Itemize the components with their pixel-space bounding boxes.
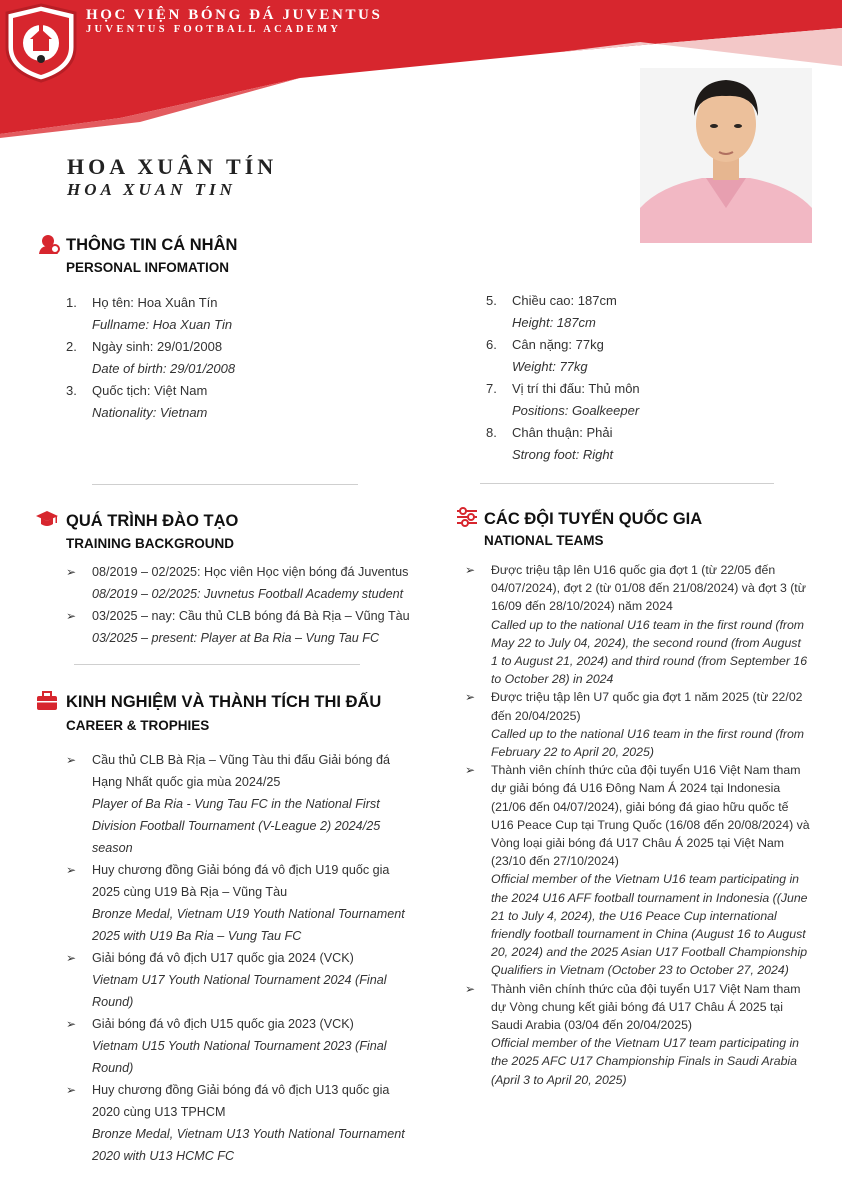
list-item-en: Fullname: Hoa Xuan Tin	[92, 317, 233, 332]
training-title-en: TRAINING BACKGROUND	[66, 536, 234, 551]
list-item: 5. Chiều cao: 187cm	[486, 293, 617, 308]
list-item: 1. Họ tên: Hoa Xuân Tín	[66, 295, 218, 310]
list-item: ➢ Được triệu tập lên U7 quốc gia đợt 1 năm 2025 (từ 22/02 đến 20/04/2025) Called up to the national U16 team in the first round (from February 22 to April 20, 2025)	[465, 688, 810, 761]
list-item-en: Height: 187cm	[512, 315, 596, 330]
list-item: ➢ Huy chương đồng Giải bóng đá vô địch U13 quốc gia 2020 cùng U13 TPHCM Bronze Medal, Vietnam U13 Youth National Tournament 2020 with U13 HCMC FC	[66, 1079, 418, 1167]
training-title-vi: QUÁ TRÌNH ĐÀO TẠO	[66, 512, 239, 530]
list-item: ➢ 03/2025 – nay: Cầu thủ CLB bóng đá Bà Rịa – Vũng Tàu	[66, 605, 446, 627]
divider	[74, 664, 360, 665]
list-item: ➢ Cầu thủ CLB Bà Rịa – Vũng Tàu thi đấu Giải bóng đá Hạng Nhất quốc gia mùa 2024/25 Player of Ba Ria - Vung Tau FC in the National First Division Football Tournament (V-League 2) 2024/25 season	[66, 749, 418, 859]
list-item: ➢ Giải bóng đá vô địch U17 quốc gia 2024 (VCK) Vietnam U17 Youth National Tournament 2024 (Final Round)	[66, 947, 418, 1013]
list-item-en: Date of birth: 29/01/2008	[92, 361, 236, 376]
player-name-vi: HOA XUÂN TÍN	[67, 154, 278, 179]
career-title-vi: KINH NGHIỆM VÀ THÀNH TÍCH THI ĐẤU	[66, 693, 382, 711]
list-item: ➢ Được triệu tập lên U16 quốc gia đợt 1 (từ 22/05 đến 04/07/2024), đợt 2 (từ 01/08 đến 21/08/2024) và đợt 3 (từ 16/09 đến 28/10/2024) năm 2024 Called up to the national U16 team in the first round (from May 22 to July 04, 2024), the second round (from August 1 to August 21, 2024) and third round (from September 16 to October 28) in 2024	[465, 561, 810, 688]
list-item: 7. Vị trí thi đấu: Thủ môn	[486, 381, 640, 396]
list-item-en: 08/2019 – 02/2025: Juvnetus Football Academy student	[92, 587, 404, 601]
list-item-en: Nationality: Vietnam	[92, 405, 208, 420]
list-item-en: Strong foot: Right	[512, 447, 614, 462]
list-item-en: Weight: 77kg	[512, 359, 588, 374]
player-photo	[640, 68, 812, 243]
user-icon	[38, 233, 60, 255]
national-title-en: NATIONAL TEAMS	[484, 533, 604, 548]
career-title-en: CAREER & TROPHIES	[66, 718, 210, 733]
list-item-en: 03/2025 – present: Player at Ba Ria – Vung Tau FC	[92, 631, 380, 645]
divider	[480, 483, 774, 484]
list-item: ➢ Huy chương đồng Giải bóng đá vô địch U19 quốc gia 2025 cùng U19 Bà Rịa – Vũng Tàu Bronze Medal, Vietnam U19 Youth National Tournament 2025 with U19 Ba Ria – Vung Tau FC	[66, 859, 418, 947]
training-list	[66, 561, 446, 649]
list-item-en: Positions: Goalkeeper	[512, 403, 640, 418]
sliders-icon	[456, 506, 478, 528]
national-title-vi: CÁC ĐỘI TUYỂN QUỐC GIA	[484, 510, 703, 528]
player-name-en: HOA XUAN TIN	[67, 180, 236, 199]
divider	[92, 484, 358, 485]
academy-name-en: JUVENTUS FOOTBALL ACADEMY	[86, 24, 342, 35]
list-item: 2. Ngày sinh: 29/01/2008	[66, 339, 223, 354]
list-item: ➢ Giải bóng đá vô địch U15 quốc gia 2023 (VCK) Vietnam U15 Youth National Tournament 2023 (Final Round)	[66, 1013, 418, 1079]
briefcase-icon	[36, 690, 58, 712]
list-item: 3. Quốc tịch: Việt Nam	[66, 383, 208, 398]
academy-name-vi: HỌC VIỆN BÓNG ĐÁ JUVENTUS	[86, 7, 383, 23]
graduation-cap-icon	[36, 508, 58, 530]
personal-title-en: PERSONAL INFOMATION	[66, 260, 230, 275]
career-list	[66, 749, 418, 1167]
personal-title-vi: THÔNG TIN CÁ NHÂN	[66, 236, 238, 254]
list-item: ➢ 08/2019 – 02/2025: Học viên Học viện bóng đá Juventus	[66, 561, 446, 583]
club-logo	[3, 3, 79, 83]
list-item: 8. Chân thuận: Phải	[486, 425, 613, 440]
list-item: ➢ Thành viên chính thức của đội tuyển U16 Việt Nam tham dự giải bóng đá U16 Đông Nam Á 2024 tại Indonesia (21/06 đến 04/07/2024), giải bóng đá giao hữu quốc tế U16 Peace Cup tại Trung Quốc (16/08 đến 20/08/2024) và Vòng loại giải bóng đá U17 Châu Á 2025 tại Việt Nam (23/10 đến 27/10/2024) Official member of the Vietnam U16 team participating in the 2024 U16 AFF football tournament in Indonesia ((June 21 to July 4, 2024), the U16 Peace Cup international friendly football tournament in China (August 16 to August 20, 2024) and the 2025 Asian U17 Football Championship Qualifiers in Vietnam (October 23 to October 27, 2024)	[465, 761, 810, 979]
list-item: ➢ Thành viên chính thức của đội tuyển U17 Việt Nam tham dự Vòng chung kết giải bóng đá U17 Châu Á 2025 tại Saudi Arabia (03/04 đến 20/04/2025) Official member of the Vietnam U17 team participating in the 2025 AFC U17 Championship Finals in Saudi Arabia (April 3 to April 20, 2025)	[465, 980, 810, 1089]
personal-list-left	[66, 292, 396, 424]
personal-list-right	[486, 290, 806, 466]
national-list	[465, 561, 810, 1089]
list-item: 6. Cân nặng: 77kg	[486, 337, 604, 352]
